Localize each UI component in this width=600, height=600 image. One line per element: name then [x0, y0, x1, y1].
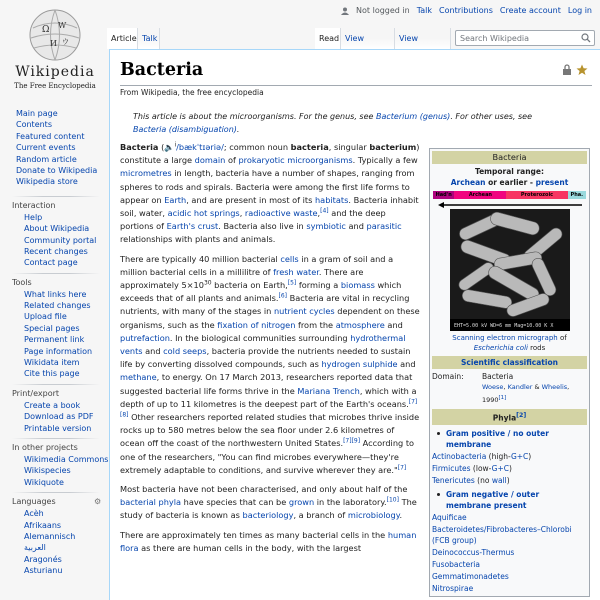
phylum-item [432, 571, 587, 582]
phylum-link[interactable]: Nitrospirae [432, 583, 474, 593]
temporal-range-value [432, 177, 587, 188]
sidebar-tools-item [24, 289, 110, 300]
temporal-sep: or earlier - [485, 178, 536, 187]
page-title: Bacteria [120, 60, 204, 80]
sidebar-main-item [16, 108, 110, 119]
scientific-classification-link[interactable]: Scientific classification [461, 358, 558, 367]
audio-icon[interactable]: 🔈 [164, 142, 175, 152]
paragraph: There are typically 40 million bacterial cells in a gram of soil and a million bacterial cells in a millilitre of fresh water. There are approximately $5\times 10^{30}$ bacteria on Earth,[5] forming a biomass which exceeds that of all plants and animals.[6] Bacteria are vital in recycling nutrients, with many of the stages in nutrient cycles dependent on these organisms, such as the fixation of nitrogen from the atmosphere and putrefaction. In the biological communities surrounding hydrothermal vents and cold seeps, bacteria provide the nutrients needed to sustain life by converting dissolved compounds, such as hydrogen sulphide and methane, to energy. On 17 March 2013, researchers reported data that suggested bacterial life forms thrive in the Mariana Trench, which with a depth of up to 11 kilometres is the deepest part of the Earth's oceans.[7][8] Other researchers reported related studies that microbes thrive inside rocks up to 580 metres below the sea floor under 2.6 kilometres of ocean off the coast of the northwestern United States.[7][9] According to one of the researchers, "You can find microbes everywhere—they're extremely adaptable to conditions, and survive wherever they are."[7] [120, 253, 420, 475]
gear-icon[interactable]: ⚙ [94, 497, 102, 507]
infobox-title: Bacteria [432, 151, 587, 164]
hatnote-text: . For other uses, see [450, 112, 533, 121]
authority-kandler[interactable]: Kandler [507, 383, 533, 391]
svg-text:Ω: Ω [42, 25, 50, 35]
sidebar-main-link[interactable]: Contents [16, 120, 52, 130]
phylum-link[interactable]: Deinococcus-Thermus [432, 547, 515, 557]
article-body [120, 141, 421, 561]
phylum-note: (low- [470, 463, 492, 473]
lock-icon [561, 64, 573, 76]
phylum-item [432, 451, 587, 462]
svg-text:И: И [50, 39, 57, 48]
tab-talk[interactable]: Talk [138, 28, 160, 49]
svg-text:W: W [58, 21, 67, 30]
sidebar [0, 108, 110, 577]
sidebar-tools-item [24, 368, 110, 379]
sidebar-language-item [24, 531, 110, 542]
image-caption [432, 333, 587, 353]
gram-positive-heading[interactable] [432, 428, 587, 450]
svg-text:EHT=5.00 kV WD=6 mm Mag=10.0: EHT=5.00 kV WD=6 mm Mag=10.00 K X [453, 323, 553, 329]
sidebar-main-item [16, 165, 110, 176]
sidebar-language-item [24, 554, 110, 565]
phylum-note-link[interactable]: G+C [491, 463, 509, 473]
authority: Woese, Kandler & Wheelis, 1990[1] [482, 383, 570, 405]
logo-tagline: The Free Encyclopedia [14, 82, 96, 90]
sidebar-interaction [0, 212, 110, 269]
sidebar-language-link[interactable]: العربية [24, 543, 46, 553]
sidebar-heading-projects: In other projects [12, 442, 78, 452]
timeline-phanerozoic[interactable]: Pha. [568, 191, 586, 199]
phylum-link[interactable]: Actinobacteria [432, 451, 487, 461]
phylum-item [432, 547, 587, 558]
sidebar-main-item [16, 154, 110, 165]
scientific-classification-header[interactable] [432, 356, 587, 369]
phyla-ref[interactable]: [2] [516, 412, 527, 420]
caption-text: rods [527, 344, 546, 352]
sidebar-main-item [16, 142, 110, 153]
timeline-hadean[interactable]: Had'n [433, 191, 454, 199]
phylum-link[interactable]: Firmicutes [432, 463, 471, 473]
caption-ecoli-link[interactable]: Escherichia coli [473, 344, 528, 352]
phyla-label: Phyla [492, 413, 517, 423]
authority-wheelis[interactable]: Wheelis [541, 383, 568, 391]
sidebar-print-item [24, 423, 110, 434]
languages-label: Languages [12, 497, 56, 507]
phylum-item [432, 512, 587, 523]
sidebar-languages [0, 508, 110, 576]
sidebar-interaction-link[interactable]: Community portal [24, 235, 97, 245]
sidebar-language-link[interactable]: Acèh [24, 509, 44, 519]
sidebar-interaction-item [24, 235, 110, 246]
create-account-link[interactable]: Create account [499, 6, 561, 15]
content-area [109, 49, 600, 600]
sidebar-projects-item [24, 477, 110, 488]
gram-positive-list [432, 451, 587, 486]
phylum-note-link[interactable]: wall [491, 475, 507, 485]
authority-woese[interactable]: Woese [482, 383, 504, 391]
sidebar-print-link[interactable]: Create a book [24, 400, 81, 410]
sidebar-tools-item [24, 311, 110, 322]
authority-ref[interactable]: [1] [498, 395, 507, 401]
sidebar-navigation [0, 108, 110, 188]
timeline-proterozoic[interactable]: Proterozoic [506, 191, 567, 199]
wikipedia-logo[interactable] [0, 0, 110, 108]
sidebar-interaction-item [24, 246, 110, 257]
sidebar-projects-item [24, 454, 110, 465]
phylum-link[interactable]: Bacteroidetes/Fibrobacteres–Chlorobi (FCB group) [432, 524, 572, 545]
sidebar-main-item [16, 119, 110, 130]
sidebar-interaction-item [24, 257, 110, 268]
sidebar-print-item [24, 400, 110, 411]
sidebar-main-item [16, 176, 110, 187]
tab-article[interactable]: Article [107, 28, 138, 49]
sidebar-tools-item [24, 300, 110, 311]
paragraph: Most bacteria have not been characterised, and only about half of the bacterial phyla have species that can be grown in the laboratory.[10] The study of bacteria is known as bacteriology, a branch of microbiology. [120, 484, 417, 521]
sidebar-tools-item [24, 323, 110, 334]
sidebar-heading-tools: Tools [12, 277, 32, 287]
sidebar-print-link[interactable]: Printable version [24, 423, 92, 433]
puzzle-globe-icon [28, 8, 82, 62]
phylum-link[interactable]: Gemmatimonadetes [432, 571, 509, 581]
sidebar-tools-item [24, 346, 110, 357]
sidebar-tools-link[interactable]: Special pages [24, 323, 80, 333]
sidebar-tools [0, 289, 110, 380]
phyla-header [432, 409, 587, 425]
caption-text: of [557, 334, 567, 342]
sidebar-main-link[interactable]: Random article [16, 154, 77, 164]
phylum-item [432, 463, 587, 474]
sidebar-tools-link[interactable]: Page information [24, 346, 93, 356]
gram-negative-heading[interactable] [432, 489, 587, 511]
sidebar-interaction-link[interactable]: Contact page [24, 258, 78, 268]
phylum-item [432, 475, 587, 486]
tab-view-history[interactable]: View [395, 28, 451, 49]
paragraph: There are approximately ten times as many bacterial cells in the human flora as there are human cells in the body, with the largest [120, 529, 417, 553]
sidebar-heading-interaction: Interaction [12, 200, 56, 210]
sidebar-language-item [24, 542, 110, 553]
sidebar-tools-item [24, 357, 110, 368]
user-icon [341, 7, 349, 15]
phylum-item [432, 524, 587, 546]
talk-link[interactable]: Talk [416, 6, 433, 15]
sidebar-main-link[interactable]: Featured content [16, 131, 85, 141]
sidebar-main-link[interactable]: Main page [16, 109, 58, 118]
phylum-note-link[interactable]: G+C [510, 451, 529, 461]
phylum-item [432, 559, 587, 570]
timeline-archean[interactable]: Archean [454, 191, 506, 199]
gram-negative-link[interactable]: Gram negative / outer membrane present [446, 489, 540, 510]
sidebar-print-item [24, 411, 110, 422]
personal-tools [341, 6, 592, 15]
hatnote [133, 110, 555, 136]
phylum-link[interactable]: Tenericutes [432, 475, 475, 485]
sidebar-interaction-item [24, 223, 110, 234]
temporal-range-label: Temporal range: [474, 167, 545, 176]
title-divider [120, 85, 592, 86]
hatnote-link-genus[interactable]: Bacterium (genus) [375, 112, 451, 121]
not-logged-in-label: Not logged in [356, 6, 410, 15]
sidebar-language-link[interactable]: Aragonés [24, 554, 62, 564]
sidebar-language-link[interactable]: Afrikaans [24, 520, 62, 530]
phylum-note: ) [509, 463, 512, 473]
geologic-timeline[interactable] [433, 191, 586, 199]
phylum-link[interactable]: Aquificae [432, 512, 467, 522]
tab-view-source[interactable]: View [341, 28, 395, 49]
domain-row [432, 371, 587, 382]
taxobox [429, 148, 590, 597]
sidebar-main-link[interactable]: Wikipedia store [16, 177, 78, 187]
present-link[interactable]: present [535, 178, 569, 187]
sidebar-projects-link[interactable]: Wikispecies [24, 466, 71, 476]
sidebar-interaction-item [24, 212, 110, 223]
phylum-note: (high- [486, 451, 511, 461]
sidebar-language-item [24, 508, 110, 519]
hatnote-text: This article is about the microorganisms. For the genus, see [133, 112, 376, 121]
search-icon[interactable] [581, 33, 591, 43]
sidebar-projects-link[interactable]: Wikimedia Commons [24, 454, 109, 464]
featured-star-icon [576, 64, 588, 76]
sidebar-interaction-link[interactable]: Recent changes [24, 246, 88, 256]
sidebar-print-link[interactable]: Download as PDF [24, 412, 94, 422]
phylum-link[interactable]: Fusobacteria [432, 559, 480, 569]
gram-negative-list [432, 512, 587, 594]
sidebar-language-item [24, 565, 110, 576]
sidebar-language-link[interactable]: Asturianu [24, 566, 63, 576]
paragraph: Bacteria (🔈$^i$/bækˈtɪəriə/; common noun bacteria, singular bacterium) constitute a large domain of prokaryotic microorganisms. Typically a few micrometres in length, bacteria have a number of shapes, ranging from spheres to rods and spirals. Bacteria were among the first life forms to appear on Earth, and are present in most of its habitats. Bacteria inhabit soil, water, acidic hot springs, radioactive waste,[4] and the deep portions of Earth's crust. Bacteria also live in symbiotic and parasitic relationships with plants and animals. [120, 141, 420, 245]
sidebar-main-link[interactable]: Donate to Wikipedia [16, 165, 98, 175]
gram-positive-link[interactable]: Gram positive / no outer membrane [446, 428, 549, 449]
sidebar-tools-link[interactable]: Cite this page [24, 369, 80, 379]
wordmark: Wikipedia [15, 64, 95, 80]
svg-text:ウ: ウ [62, 38, 69, 46]
tab-read[interactable]: Read [315, 28, 341, 49]
site-tagline: From Wikipedia, the free encyclopedia [120, 88, 264, 97]
phylum-note: ) [506, 475, 510, 485]
sidebar-projects-link[interactable]: Wikiquote [24, 477, 64, 487]
search-input[interactable]: Search Wikipedia [460, 34, 530, 43]
search-box[interactable] [455, 30, 595, 46]
e-coli-micrograph[interactable] [450, 209, 570, 331]
authority-year: 1990 [482, 396, 499, 405]
sidebar-tools-item [24, 334, 110, 345]
sidebar-tools-link[interactable]: Upload file [24, 312, 67, 322]
hatnote-text: . [236, 125, 240, 134]
sidebar-projects-item [24, 465, 110, 476]
phylum-note: (no [474, 475, 492, 485]
domain-key: Domain: [432, 372, 464, 381]
phylum-note: ) [528, 451, 532, 461]
sidebar-language-link[interactable]: Alemannisch [24, 531, 76, 541]
sidebar-main-link[interactable]: Current events [16, 143, 76, 153]
sidebar-interaction-link[interactable]: About Wikipedia [24, 224, 90, 234]
sidebar-projects [0, 454, 110, 488]
timeline-range-marker [432, 200, 587, 206]
domain-value: Bacteria [482, 372, 514, 381]
caption-sem-link[interactable]: Scanning electron micrograph [452, 334, 558, 342]
archean-link[interactable]: Archean [450, 178, 486, 187]
sidebar-print [0, 400, 110, 434]
sidebar-tools-link[interactable]: What links here [24, 289, 87, 299]
log-in-link[interactable]: Log in [567, 6, 592, 15]
contributions-link[interactable]: Contributions [439, 6, 493, 15]
phylum-item [432, 583, 587, 594]
sidebar-tools-link[interactable]: Related changes [24, 301, 91, 311]
sidebar-tools-link[interactable]: Wikidata item [24, 358, 80, 368]
hatnote-link-disambiguation[interactable]: Bacteria (disambiguation) [133, 125, 237, 134]
sidebar-tools-link[interactable]: Permanent link [24, 335, 85, 345]
sidebar-main-item [16, 131, 110, 142]
sidebar-interaction-link[interactable]: Help [24, 212, 43, 222]
sidebar-language-item [24, 520, 110, 531]
sidebar-heading-print: Print/export [12, 388, 60, 398]
sidebar-heading-languages [0, 496, 110, 508]
